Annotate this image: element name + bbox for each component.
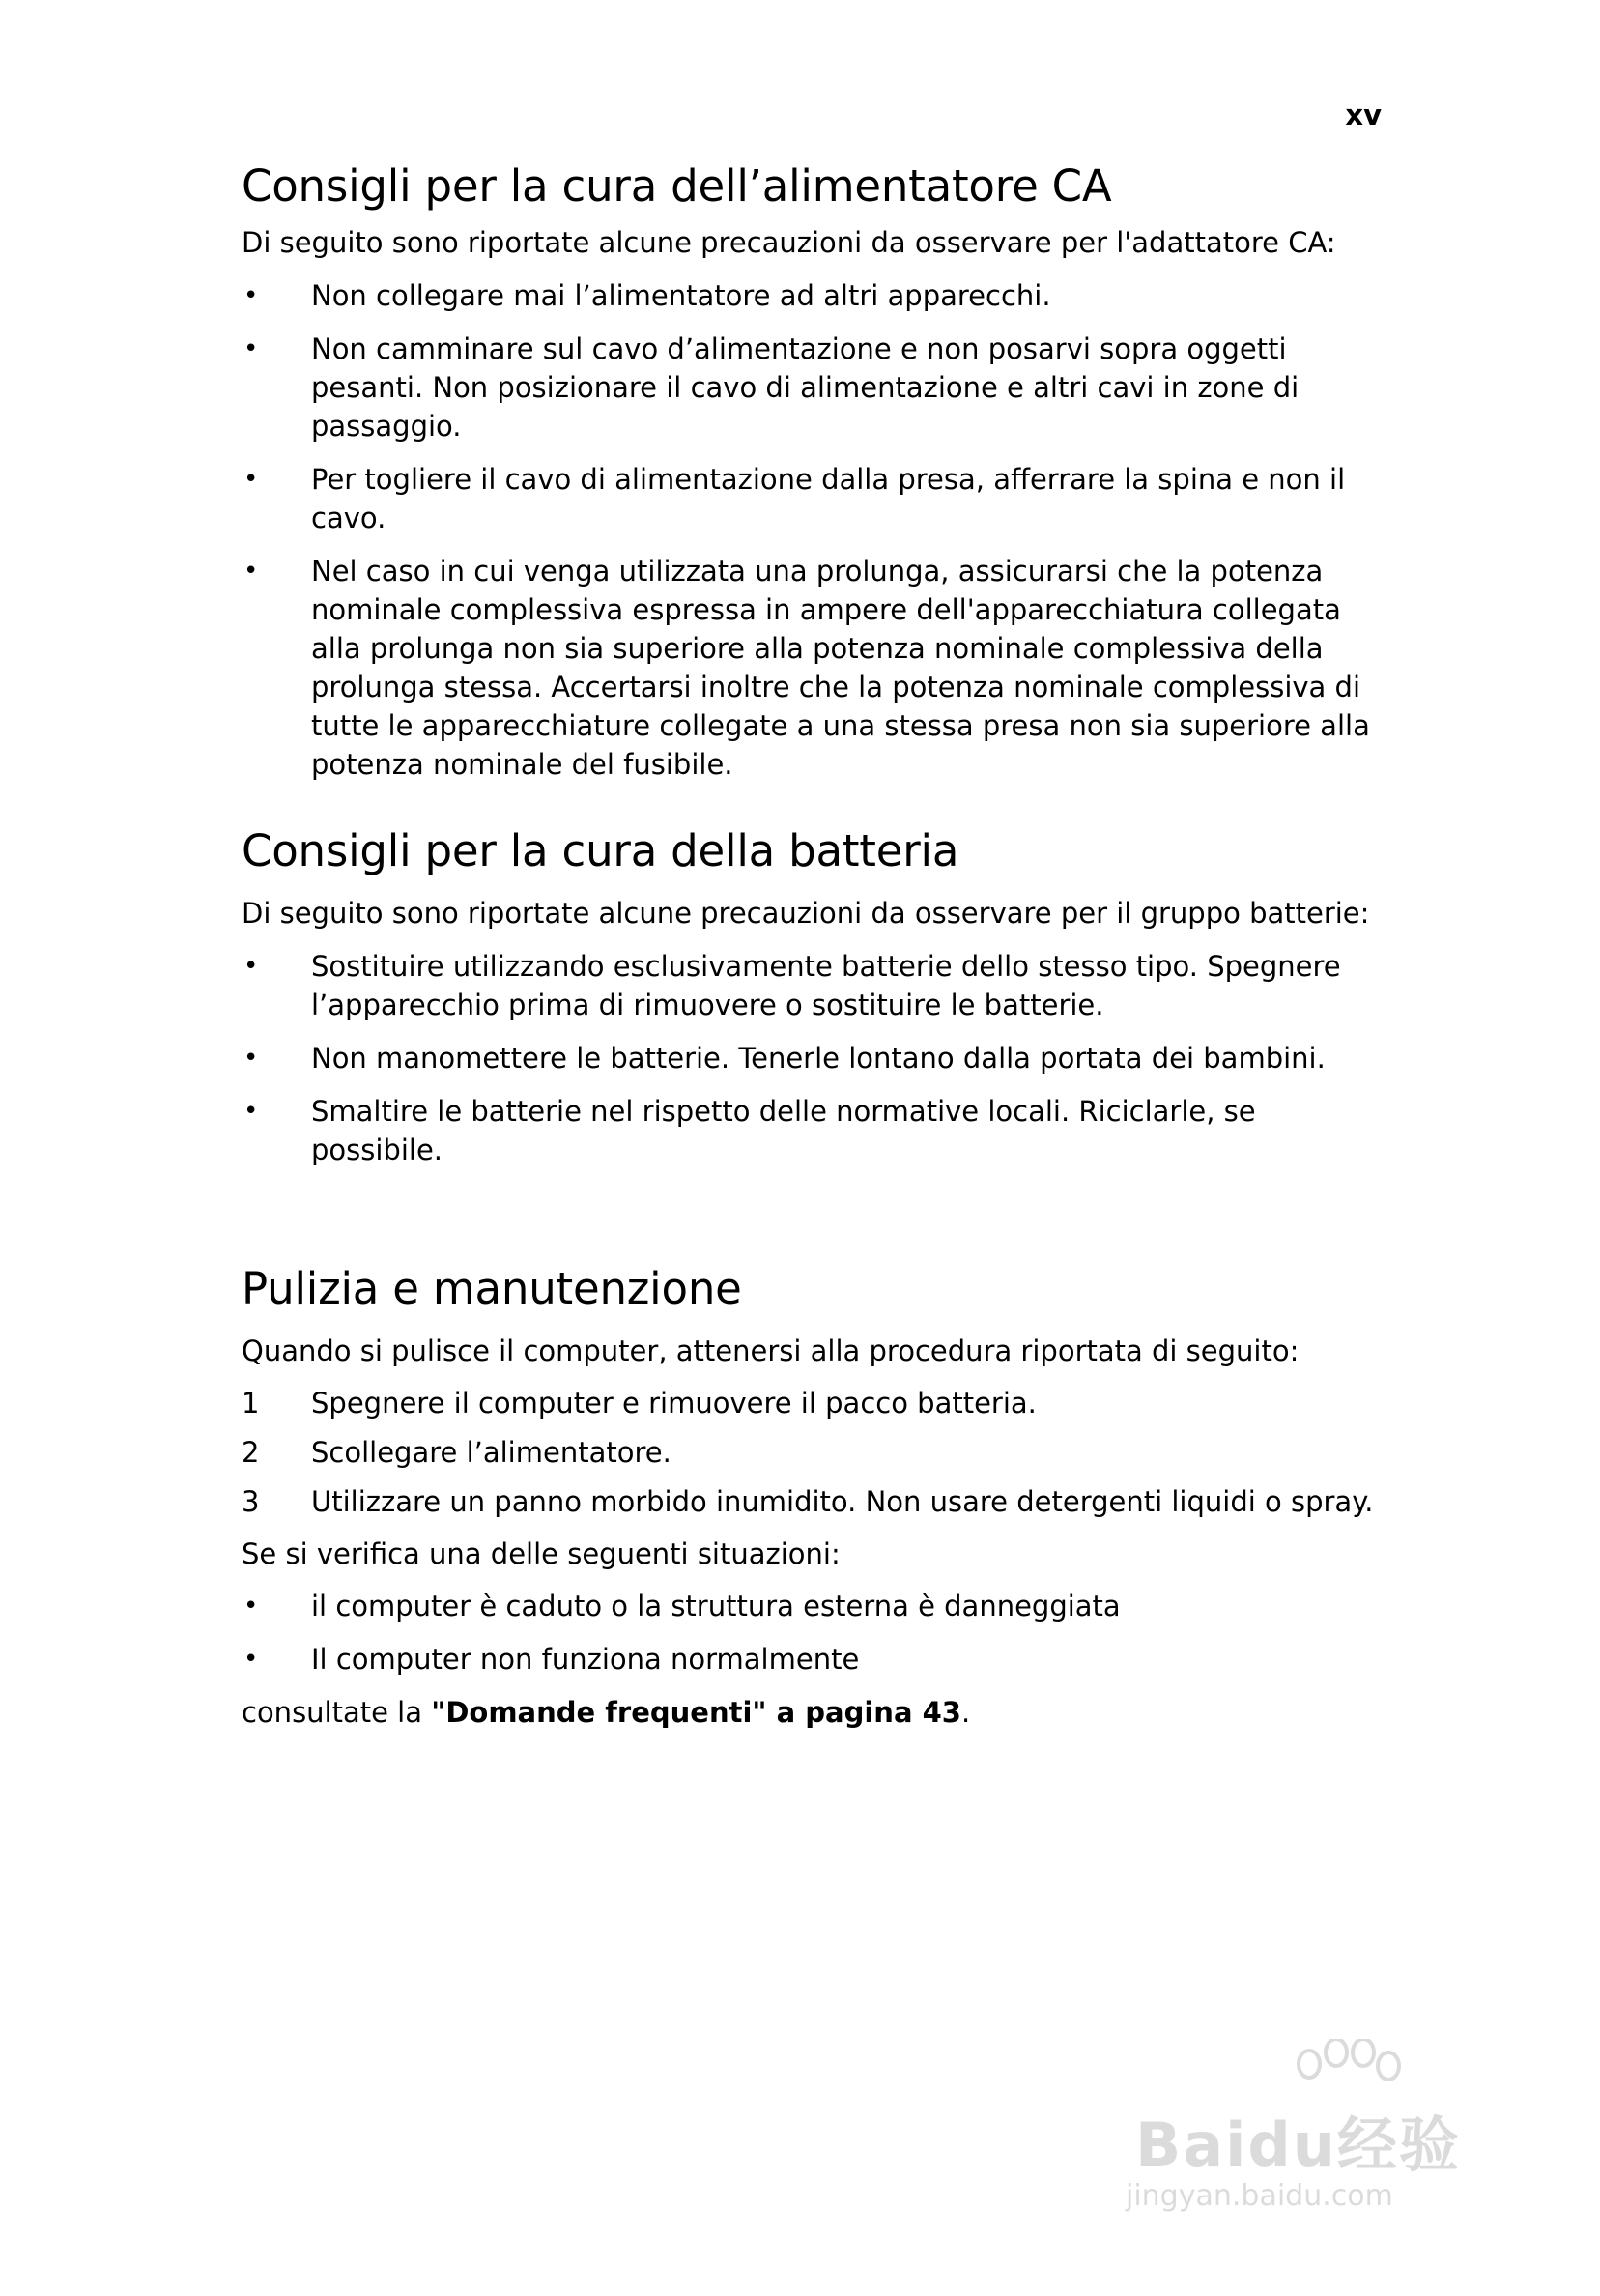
bullet-list (242, 947, 1382, 1169)
list-item: • il computer è caduto o la struttura esterna è danneggiata (242, 1587, 1382, 1625)
section-battery (242, 824, 1382, 1169)
section-intro: Quando si pulisce il computer, attenersi alla procedura riportata di seguito: (242, 1335, 1300, 1367)
list-item: 1 Spegnere il computer e rimuovere il pacco batteria. (242, 1384, 1382, 1422)
section-title: Consigli per la cura della batteria (242, 825, 959, 876)
list-item: • Sostituire utilizzando esclusivamente batterie dello stesso tipo. Spegnere l’apparecchio prima di rimuovere o sostituire le batterie. (242, 947, 1382, 1024)
list-item: • Nel caso in cui venga utilizzata una prolunga, assicurarsi che la potenza nominale complessiva espressa in ampere dell'apparecchiatura collegata alla prolunga non sia superiore alla potenza nominale complessiva della prolunga stessa. Accertarsi inoltre che la potenza nominale complessiva di tutte le apparecchiature collegate a una stessa presa non sia superiore alla potenza nominale del fusibile. (242, 552, 1382, 784)
list-item: • Non collegare mai l’alimentatore ad altri apparecchi. (242, 276, 1382, 315)
list-item: • Non manomettere le batterie. Tenerle lontano dalla portata dei bambini. (242, 1039, 1382, 1077)
list-item: • Per togliere il cavo di alimentazione dalla presa, afferrare la spina e non il cavo. (242, 460, 1382, 537)
section-cleaning (242, 1262, 1382, 1732)
step-number: 2 (242, 1436, 260, 1469)
section-title: Pulizia e manutenzione (242, 1263, 742, 1314)
bullet-list (242, 1587, 1382, 1679)
bullet-icon: • (243, 1097, 259, 1126)
list-item: • Non camminare sul cavo d’alimentazione e non posarvi sopra oggetti pesanti. Non posizionare il cavo di alimentazione e altri cavi in zone di passaggio. (242, 330, 1382, 445)
bullet-icon: • (243, 557, 259, 586)
section-intro: Di seguito sono riportate alcune precauzioni da osservare per il gruppo batterie: (242, 897, 1370, 930)
bullet-icon: • (243, 1645, 259, 1674)
step-number: 3 (242, 1485, 260, 1518)
bullet-icon: • (243, 1044, 259, 1073)
bullet-list (242, 276, 1382, 784)
numbered-list (242, 1384, 1382, 1521)
section-intro: Di seguito sono riportate alcune precauzioni da osservare per l'adattatore CA: (242, 226, 1336, 259)
watermark-logo: Baidu经验 (1135, 2109, 1461, 2180)
step-number: 1 (242, 1387, 260, 1420)
section-title: Consigli per la cura dell’alimentatore CA (242, 160, 1112, 212)
bullet-icon: • (243, 465, 259, 494)
bullet-icon: • (243, 334, 259, 363)
watermark-url: jingyan.baidu.com (1126, 2179, 1393, 2213)
bullet-icon: • (243, 952, 259, 981)
bullet-icon: • (243, 1592, 259, 1621)
situations-intro: Se si verifica una delle seguenti situazioni: (242, 1537, 841, 1570)
section-ac-adapter (242, 159, 1382, 784)
closing-text: consultate la "Domande frequenti" a pagina 43. (242, 1696, 971, 1729)
list-item: • Smaltire le batterie nel rispetto delle normative locali. Riciclarle, se possibile. (242, 1092, 1382, 1169)
list-item: • Il computer non funziona normalmente (242, 1640, 1382, 1679)
baidu-watermark (1126, 2039, 1493, 2213)
page-number: xv (1345, 99, 1382, 131)
list-item: 2 Scollegare l’alimentatore. (242, 1433, 1382, 1472)
cross-reference-link[interactable]: "Domande frequenti" a pagina 43 (431, 1696, 961, 1729)
list-item: 3 Utilizzare un panno morbido inumidito. Non usare detergenti liquidi o spray. (242, 1482, 1382, 1521)
bullet-icon: • (243, 281, 259, 310)
